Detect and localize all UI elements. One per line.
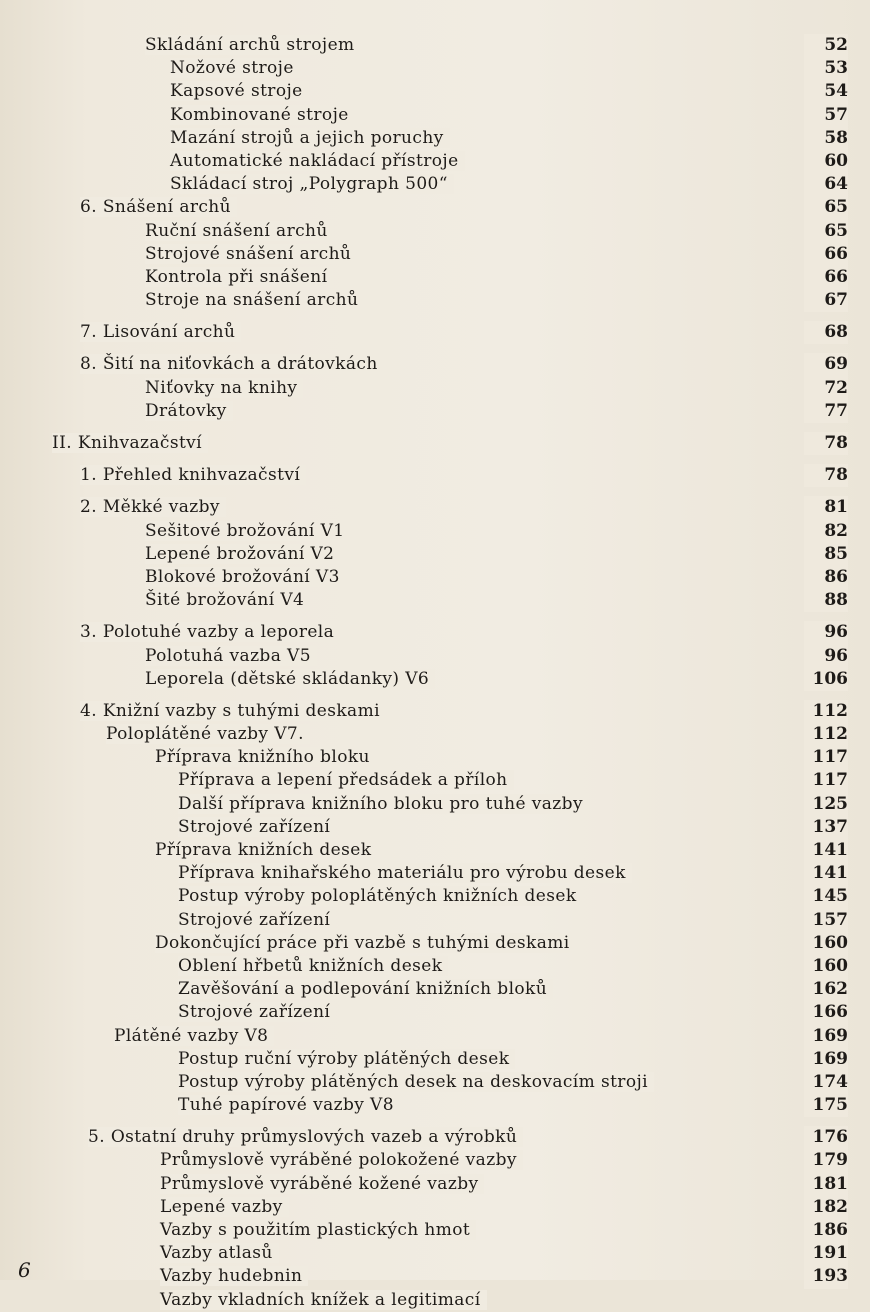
- toc-entry-title-text: Kombinované stroje: [170, 105, 355, 125]
- toc-entry-page-number: 141: [804, 862, 848, 885]
- toc-entry-title-text: Postup výroby poloplátěných knižních desek: [178, 886, 583, 906]
- toc-entry-title-text: Strojové zařízení: [178, 1002, 336, 1022]
- toc-entry-title-text: Nožové stroje: [170, 58, 300, 78]
- toc-entry-title: [80, 464, 306, 487]
- toc-entry: [0, 266, 870, 289]
- toc-entry-title: [178, 862, 632, 885]
- toc-entry-page-number: 160: [804, 932, 848, 955]
- toc-entry-page-number: 191: [804, 1242, 848, 1265]
- toc-entry-title: [178, 978, 553, 1001]
- toc-entry-title: [160, 1196, 289, 1219]
- toc-entry-title-text: Sešitové brožování V1: [145, 521, 350, 541]
- toc-entry: [0, 1071, 870, 1094]
- toc-entry: [0, 566, 870, 589]
- toc-entry: [0, 1126, 870, 1149]
- toc-entry-title: [145, 377, 303, 400]
- toc-entry: [0, 464, 870, 487]
- toc-entry-page-number: 77: [804, 400, 848, 423]
- toc-entry-title-text: Průmyslově vyráběné kožené vazby: [160, 1174, 484, 1194]
- toc-entry-title-text: Skládací stroj „Polygraph 500“: [170, 174, 454, 194]
- toc-entry-title: [145, 266, 333, 289]
- toc-entry-page-number: 60: [804, 150, 848, 173]
- toc-entry-page-number: 125: [804, 793, 848, 816]
- toc-entry: [0, 1025, 870, 1048]
- toc-entry-page-number: 78: [804, 464, 848, 487]
- toc-entry: [0, 621, 870, 644]
- toc-entry-title-text: II. Knihvazačství: [52, 433, 208, 453]
- toc-entry-title-text: Příprava knižních desek: [155, 840, 377, 860]
- toc-entry-title: [178, 1094, 400, 1117]
- toc-entry-title-text: Blokové brožování V3: [145, 567, 346, 587]
- toc-entry-page-number: 179: [804, 1149, 848, 1172]
- toc-entry: [0, 746, 870, 769]
- toc-entry-page-number: 160: [804, 955, 848, 978]
- toc-entry-title: [170, 57, 300, 80]
- toc-entry-page-number: 169: [804, 1025, 848, 1048]
- toc-entry-title-text: 1. Přehled knihvazačství: [80, 465, 306, 485]
- toc-entry-title: [145, 220, 334, 243]
- toc-entry: [0, 1289, 870, 1312]
- toc-entry: [0, 400, 870, 423]
- toc-entry-title: [178, 769, 514, 792]
- toc-entry: [0, 496, 870, 519]
- toc-entry: [0, 57, 870, 80]
- toc-entry: [0, 1219, 870, 1242]
- toc-entry-title-text: 6. Snášení archů: [80, 197, 237, 217]
- toc-entry-title: [178, 1048, 515, 1071]
- toc-entry-page-number: 53: [804, 57, 848, 80]
- toc-entry-page-number: 186: [804, 1219, 848, 1242]
- toc-entry-page-number: 52: [804, 34, 848, 57]
- toc-entry-title-text: Strojové snášení archů: [145, 244, 357, 264]
- toc-entry-title: [160, 1289, 487, 1312]
- toc-entry: [0, 816, 870, 839]
- toc-entry-title: [178, 793, 589, 816]
- toc-entry-page-number: 81: [804, 496, 848, 519]
- toc-entry-title-text: Oblení hřbetů knižních desek: [178, 956, 448, 976]
- toc-entry-title: [145, 243, 357, 266]
- page-number: 6: [18, 1258, 31, 1282]
- toc-entry-title-text: 2. Měkké vazby: [80, 497, 226, 517]
- toc-entry-page-number: 88: [804, 589, 848, 612]
- toc-entry: [0, 220, 870, 243]
- toc-entry-title: [178, 885, 583, 908]
- toc-entry-title: [178, 909, 336, 932]
- toc-entry: [0, 1265, 870, 1288]
- toc-entry-title: [170, 104, 355, 127]
- toc-entry: [0, 668, 870, 691]
- toc-entry: [0, 432, 870, 455]
- toc-entry-title: [145, 566, 346, 589]
- toc-entry: [0, 723, 870, 746]
- toc-entry: [0, 955, 870, 978]
- toc-entry-page-number: 96: [804, 621, 848, 644]
- toc-entry-title-text: Mazání strojů a jejich poruchy: [170, 128, 450, 148]
- toc-entry-page-number: 141: [804, 839, 848, 862]
- toc-entry: [0, 104, 870, 127]
- toc-entry-page-number: 166: [804, 1001, 848, 1024]
- toc-entry-title: [145, 400, 233, 423]
- toc-entry-title: [145, 289, 364, 312]
- toc-entry-title-text: Příprava knihařského materiálu pro výrobu desek: [178, 863, 632, 883]
- toc-entry-page-number: 66: [804, 266, 848, 289]
- toc-entry-page-number: 85: [804, 543, 848, 566]
- toc-entry-title-text: Poloplátěné vazby V7.: [106, 724, 310, 744]
- toc-entry: [0, 127, 870, 150]
- toc-entry: [0, 885, 870, 908]
- toc-entry-title-text: 5. Ostatní druhy průmyslových vazeb a výrobků: [88, 1127, 523, 1147]
- toc-entry: [0, 793, 870, 816]
- toc-entry-title: [145, 34, 361, 57]
- toc-entry-title: [170, 80, 309, 103]
- toc-entry-page-number: 54: [804, 80, 848, 103]
- toc-entry-page-number: 169: [804, 1048, 848, 1071]
- toc-entry-page-number: 175: [804, 1094, 848, 1117]
- toc-entry-title-text: Kapsové stroje: [170, 81, 309, 101]
- toc-entry: [0, 1196, 870, 1219]
- toc-entry-page-number: 137: [804, 816, 848, 839]
- toc-entry-title-text: Vazby hudebnin: [160, 1266, 308, 1286]
- toc-entry-title: [80, 621, 340, 644]
- toc-entry: [0, 1173, 870, 1196]
- toc-entry: [0, 1001, 870, 1024]
- toc-entry-title: [178, 1001, 336, 1024]
- toc-entry-title-text: Ruční snášení archů: [145, 221, 334, 241]
- toc-entry-title-text: Vazby atlasů: [160, 1243, 279, 1263]
- toc-entry-title: [178, 1071, 654, 1094]
- toc-entry-title: [170, 173, 454, 196]
- toc-entry-title-text: 8. Šití na niťovkách a drátovkách: [80, 354, 384, 374]
- toc-entry-title: [114, 1025, 274, 1048]
- toc-entry-title: [160, 1219, 476, 1242]
- toc-entry-page-number: 78: [804, 432, 848, 455]
- toc-entry-title: [106, 723, 310, 746]
- toc-entry-title: [80, 321, 241, 344]
- toc-entry-title-text: Zavěšování a podlepování knižních bloků: [178, 979, 553, 999]
- toc-entry-page-number: 96: [804, 645, 848, 668]
- toc-entry: [0, 1094, 870, 1117]
- toc-entry-title: [145, 645, 317, 668]
- toc-entry-title-text: Strojové zařízení: [178, 817, 336, 837]
- toc-entry-page-number: 66: [804, 243, 848, 266]
- toc-entry-title: [80, 700, 386, 723]
- toc-entry: [0, 769, 870, 792]
- toc-entry-title: [160, 1242, 279, 1265]
- toc-entry-title-text: Leporela (dětské skládanky) V6: [145, 669, 435, 689]
- toc-entry-title-text: Polotuhá vazba V5: [145, 646, 317, 666]
- toc-entry-page-number: 86: [804, 566, 848, 589]
- toc-entry-page-number: 65: [804, 196, 848, 219]
- toc-entry-page-number: 64: [804, 173, 848, 196]
- toc-entry: [0, 34, 870, 57]
- toc-entry: [0, 839, 870, 862]
- toc-entry-page-number: 82: [804, 520, 848, 543]
- toc-entry-title: [145, 543, 340, 566]
- toc-entry-page-number: 58: [804, 127, 848, 150]
- toc-entry: [0, 589, 870, 612]
- toc-entry-title: [80, 496, 226, 519]
- toc-entry-page-number: 117: [804, 769, 848, 792]
- toc-entry-page-number: 162: [804, 978, 848, 1001]
- toc-entry-title: [178, 955, 448, 978]
- toc-entry-page-number: 68: [804, 321, 848, 344]
- toc-entry-title: [160, 1149, 523, 1172]
- toc-entry: [0, 1242, 870, 1265]
- toc-entry-title-text: Dokončující práce při vazbě s tuhými deskami: [155, 933, 576, 953]
- toc-entry-page-number: 67: [804, 289, 848, 312]
- toc-entry-page-number: 65: [804, 220, 848, 243]
- toc-entry-title-text: Automatické nakládací přístroje: [170, 151, 465, 171]
- toc-entry-title-text: Skládání archů strojem: [145, 35, 361, 55]
- toc-entry-title: [160, 1265, 308, 1288]
- toc-entry-page-number: 117: [804, 746, 848, 769]
- toc-entry-title-text: 3. Polotuhé vazby a leporela: [80, 622, 340, 642]
- toc-entry-title-text: Vazby vkladních knížek a legitimací: [160, 1290, 487, 1310]
- toc-entry-title-text: Šité brožování V4: [145, 590, 310, 610]
- toc-entry-title-text: Lepené vazby: [160, 1197, 289, 1217]
- toc-entry-title-text: Drátovky: [145, 401, 233, 421]
- toc-entry-title: [155, 746, 376, 769]
- toc-entry: [0, 1149, 870, 1172]
- toc-entry: [0, 520, 870, 543]
- toc-entry-title: [155, 932, 576, 955]
- toc-entry-title: [178, 816, 336, 839]
- toc-entry-page-number: 112: [804, 723, 848, 746]
- toc-entry: [0, 978, 870, 1001]
- toc-entry: [0, 80, 870, 103]
- toc-entry-page-number: 106: [804, 668, 848, 691]
- toc-entry: [0, 700, 870, 723]
- toc-entry: [0, 196, 870, 219]
- toc-entry-title: [145, 668, 435, 691]
- toc-entry: [0, 321, 870, 344]
- toc-entry-page-number: 112: [804, 700, 848, 723]
- toc-entry: [0, 543, 870, 566]
- toc-entry-page-number: 174: [804, 1071, 848, 1094]
- toc-entry-page-number: 157: [804, 909, 848, 932]
- toc-entry-title-text: Niťovky na knihy: [145, 378, 303, 398]
- toc-entry-page-number: 145: [804, 885, 848, 908]
- toc-entry-page-number: 69: [804, 353, 848, 376]
- toc-entry-title-text: Kontrola při snášení: [145, 267, 333, 287]
- toc-entry: [0, 377, 870, 400]
- toc-entry: [0, 645, 870, 668]
- toc-entry-title-text: Postup ruční výroby plátěných desek: [178, 1049, 515, 1069]
- toc-entry: [0, 173, 870, 196]
- toc-entry-title-text: Vazby s použitím plastických hmot: [160, 1220, 476, 1240]
- toc-entry-title: [145, 589, 310, 612]
- toc-entry: [0, 243, 870, 266]
- toc-entry-page-number: 182: [804, 1196, 848, 1219]
- toc-entry-title-text: Příprava a lepení předsádek a příloh: [178, 770, 514, 790]
- toc-entry-page-number: 181: [804, 1173, 848, 1196]
- toc-entry-title-text: 4. Knižní vazby s tuhými deskami: [80, 701, 386, 721]
- toc-entry-title-text: Postup výroby plátěných desek na deskovacím stroji: [178, 1072, 654, 1092]
- toc-entry-title-text: Plátěné vazby V8: [114, 1026, 274, 1046]
- toc-entry-page-number: 57: [804, 104, 848, 127]
- toc-entry-title-text: 7. Lisování archů: [80, 322, 241, 342]
- toc-entry: [0, 862, 870, 885]
- toc-entry: [0, 289, 870, 312]
- toc-entry-title: [155, 839, 377, 862]
- table-of-contents: [0, 34, 870, 1312]
- toc-entry-title: [160, 1173, 484, 1196]
- toc-entry-title-text: Průmyslově vyráběné polokožené vazby: [160, 1150, 523, 1170]
- toc-entry-page-number: 72: [804, 377, 848, 400]
- toc-entry-title-text: Lepené brožování V2: [145, 544, 340, 564]
- toc-entry-title: [88, 1126, 523, 1149]
- toc-entry: [0, 150, 870, 173]
- toc-entry-page-number: 193: [804, 1265, 848, 1288]
- toc-entry-title-text: Tuhé papírové vazby V8: [178, 1095, 400, 1115]
- toc-entry: [0, 1048, 870, 1071]
- toc-entry-title: [170, 150, 465, 173]
- toc-entry: [0, 909, 870, 932]
- toc-entry: [0, 932, 870, 955]
- toc-entry-title-text: Strojové zařízení: [178, 910, 336, 930]
- toc-entry: [0, 353, 870, 376]
- toc-entry-title: [80, 196, 237, 219]
- toc-entry-title-text: Stroje na snášení archů: [145, 290, 364, 310]
- toc-entry-title: [80, 353, 384, 376]
- toc-entry-title-text: Příprava knižního bloku: [155, 747, 376, 767]
- toc-entry-title: [170, 127, 450, 150]
- toc-entry-title: [145, 520, 350, 543]
- toc-entry-title: [52, 432, 208, 455]
- toc-entry-title-text: Další příprava knižního bloku pro tuhé vazby: [178, 794, 589, 814]
- toc-entry-page-number: 176: [804, 1126, 848, 1149]
